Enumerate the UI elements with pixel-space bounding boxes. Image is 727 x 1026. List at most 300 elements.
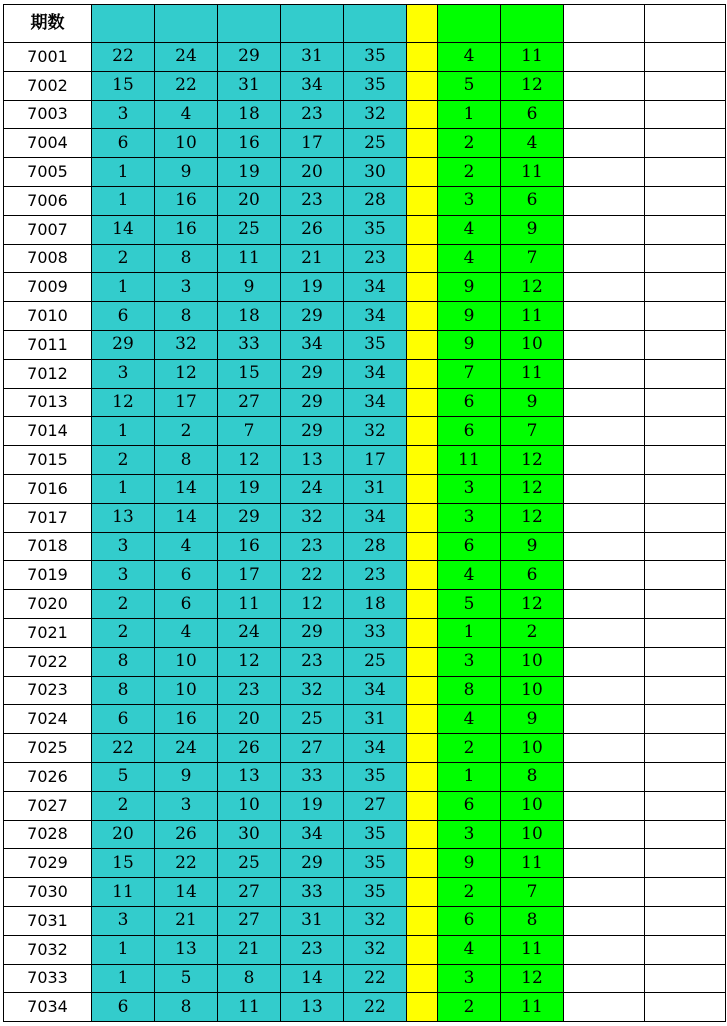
front-number-cell[interactable]: 21 [281, 244, 344, 273]
back-number-cell[interactable]: 12 [501, 474, 564, 503]
back-number-cell[interactable]: 4 [501, 129, 564, 158]
front-number-cell[interactable]: 29 [281, 388, 344, 417]
blank-cell[interactable] [564, 302, 645, 331]
front-number-cell[interactable]: 26 [155, 820, 218, 849]
blank-cell[interactable] [645, 129, 726, 158]
blank-cell[interactable] [645, 590, 726, 619]
back-header-cell-2[interactable] [501, 5, 564, 43]
front-header-cell-2[interactable] [155, 5, 218, 43]
blank-cell[interactable] [564, 532, 645, 561]
blank-cell[interactable] [645, 417, 726, 446]
separator-cell[interactable] [407, 474, 438, 503]
period-cell[interactable]: 7012 [4, 359, 92, 388]
front-number-cell[interactable]: 25 [344, 129, 407, 158]
blank-cell[interactable] [564, 359, 645, 388]
front-number-cell[interactable]: 13 [155, 935, 218, 964]
back-number-cell[interactable]: 1 [438, 762, 501, 791]
back-number-cell[interactable]: 10 [501, 791, 564, 820]
back-number-cell[interactable]: 6 [501, 100, 564, 129]
back-number-cell[interactable]: 12 [501, 964, 564, 993]
separator-cell[interactable] [407, 820, 438, 849]
front-number-cell[interactable]: 33 [281, 878, 344, 907]
front-number-cell[interactable]: 27 [218, 388, 281, 417]
front-number-cell[interactable]: 29 [281, 417, 344, 446]
back-number-cell[interactable]: 2 [501, 618, 564, 647]
front-number-cell[interactable]: 34 [344, 359, 407, 388]
blank-cell[interactable] [645, 215, 726, 244]
blank-cell[interactable] [564, 129, 645, 158]
back-number-cell[interactable]: 8 [501, 906, 564, 935]
front-number-cell[interactable]: 17 [218, 561, 281, 590]
separator-header-cell[interactable] [407, 5, 438, 43]
blank-cell[interactable] [564, 647, 645, 676]
blank-cell[interactable] [645, 359, 726, 388]
blank-cell[interactable] [645, 734, 726, 763]
back-number-cell[interactable]: 12 [501, 446, 564, 475]
front-number-cell[interactable]: 23 [281, 532, 344, 561]
front-number-cell[interactable]: 29 [218, 43, 281, 72]
front-number-cell[interactable]: 33 [344, 618, 407, 647]
blank-cell[interactable] [645, 43, 726, 72]
front-number-cell[interactable]: 12 [218, 446, 281, 475]
period-cell[interactable]: 7018 [4, 532, 92, 561]
back-number-cell[interactable]: 1 [438, 100, 501, 129]
back-number-cell[interactable]: 11 [501, 158, 564, 187]
front-number-cell[interactable]: 7 [218, 417, 281, 446]
back-number-cell[interactable]: 4 [438, 561, 501, 590]
front-number-cell[interactable]: 22 [92, 43, 155, 72]
front-number-cell[interactable]: 14 [155, 878, 218, 907]
separator-cell[interactable] [407, 762, 438, 791]
period-cell[interactable]: 7003 [4, 100, 92, 129]
back-number-cell[interactable]: 9 [438, 273, 501, 302]
blank-cell[interactable] [645, 935, 726, 964]
period-cell[interactable]: 7006 [4, 186, 92, 215]
separator-cell[interactable] [407, 849, 438, 878]
front-number-cell[interactable]: 27 [218, 906, 281, 935]
period-cell[interactable]: 7004 [4, 129, 92, 158]
blank-cell[interactable] [645, 503, 726, 532]
blank-cell[interactable] [564, 993, 645, 1022]
back-number-cell[interactable]: 10 [501, 676, 564, 705]
period-cell[interactable]: 7034 [4, 993, 92, 1022]
front-number-cell[interactable]: 28 [344, 186, 407, 215]
front-number-cell[interactable]: 6 [92, 129, 155, 158]
blank-cell[interactable] [645, 791, 726, 820]
back-number-cell[interactable]: 5 [438, 590, 501, 619]
separator-cell[interactable] [407, 503, 438, 532]
front-number-cell[interactable]: 26 [218, 734, 281, 763]
blank-cell[interactable] [645, 849, 726, 878]
front-number-cell[interactable]: 34 [344, 503, 407, 532]
front-number-cell[interactable]: 26 [281, 215, 344, 244]
period-cell[interactable]: 7031 [4, 906, 92, 935]
blank-cell[interactable] [645, 446, 726, 475]
front-number-cell[interactable]: 32 [344, 100, 407, 129]
back-number-cell[interactable]: 6 [438, 791, 501, 820]
blank-cell[interactable] [645, 158, 726, 187]
front-number-cell[interactable]: 3 [92, 906, 155, 935]
front-number-cell[interactable]: 20 [281, 158, 344, 187]
back-number-cell[interactable]: 11 [438, 446, 501, 475]
front-number-cell[interactable]: 6 [92, 705, 155, 734]
period-header-cell[interactable]: 期数 [4, 5, 92, 43]
back-number-cell[interactable]: 9 [501, 705, 564, 734]
blank-cell[interactable] [564, 705, 645, 734]
blank-cell[interactable] [564, 964, 645, 993]
front-number-cell[interactable]: 13 [92, 503, 155, 532]
front-number-cell[interactable]: 24 [155, 734, 218, 763]
blank-cell[interactable] [564, 330, 645, 359]
blank-cell[interactable] [564, 446, 645, 475]
front-number-cell[interactable]: 35 [344, 330, 407, 359]
front-number-cell[interactable]: 16 [218, 129, 281, 158]
blank-cell[interactable] [564, 618, 645, 647]
back-number-cell[interactable]: 3 [438, 503, 501, 532]
front-number-cell[interactable]: 8 [92, 647, 155, 676]
front-number-cell[interactable]: 32 [155, 330, 218, 359]
front-number-cell[interactable]: 14 [281, 964, 344, 993]
blank-cell[interactable] [564, 417, 645, 446]
front-number-cell[interactable]: 34 [344, 734, 407, 763]
separator-cell[interactable] [407, 993, 438, 1022]
front-number-cell[interactable]: 15 [92, 849, 155, 878]
blank-header-cell-2[interactable] [645, 5, 726, 43]
back-number-cell[interactable]: 10 [501, 734, 564, 763]
back-number-cell[interactable]: 11 [501, 935, 564, 964]
period-cell[interactable]: 7021 [4, 618, 92, 647]
front-number-cell[interactable]: 2 [155, 417, 218, 446]
front-number-cell[interactable]: 34 [344, 676, 407, 705]
front-number-cell[interactable]: 23 [281, 935, 344, 964]
front-number-cell[interactable]: 9 [155, 762, 218, 791]
blank-cell[interactable] [645, 993, 726, 1022]
front-number-cell[interactable]: 20 [92, 820, 155, 849]
blank-cell[interactable] [564, 734, 645, 763]
separator-cell[interactable] [407, 618, 438, 647]
blank-cell[interactable] [645, 906, 726, 935]
front-number-cell[interactable]: 31 [344, 705, 407, 734]
front-number-cell[interactable]: 10 [155, 647, 218, 676]
separator-cell[interactable] [407, 734, 438, 763]
blank-cell[interactable] [645, 244, 726, 273]
back-number-cell[interactable]: 11 [501, 849, 564, 878]
front-number-cell[interactable]: 29 [281, 302, 344, 331]
blank-cell[interactable] [645, 647, 726, 676]
front-number-cell[interactable]: 11 [218, 590, 281, 619]
front-number-cell[interactable]: 10 [155, 129, 218, 158]
front-number-cell[interactable]: 9 [155, 158, 218, 187]
front-number-cell[interactable]: 13 [281, 993, 344, 1022]
blank-cell[interactable] [564, 849, 645, 878]
front-number-cell[interactable]: 6 [92, 302, 155, 331]
front-number-cell[interactable]: 4 [155, 532, 218, 561]
separator-cell[interactable] [407, 330, 438, 359]
blank-cell[interactable] [564, 43, 645, 72]
front-number-cell[interactable]: 27 [218, 878, 281, 907]
separator-cell[interactable] [407, 791, 438, 820]
period-cell[interactable]: 7032 [4, 935, 92, 964]
separator-cell[interactable] [407, 906, 438, 935]
period-cell[interactable]: 7023 [4, 676, 92, 705]
front-number-cell[interactable]: 23 [281, 186, 344, 215]
front-number-cell[interactable]: 15 [92, 71, 155, 100]
period-cell[interactable]: 7024 [4, 705, 92, 734]
back-number-cell[interactable]: 9 [438, 849, 501, 878]
blank-cell[interactable] [564, 791, 645, 820]
blank-cell[interactable] [564, 676, 645, 705]
back-number-cell[interactable]: 3 [438, 186, 501, 215]
blank-cell[interactable] [645, 186, 726, 215]
front-number-cell[interactable]: 10 [155, 676, 218, 705]
separator-cell[interactable] [407, 100, 438, 129]
blank-cell[interactable] [645, 561, 726, 590]
separator-cell[interactable] [407, 273, 438, 302]
front-number-cell[interactable]: 11 [218, 244, 281, 273]
front-number-cell[interactable]: 24 [218, 618, 281, 647]
front-number-cell[interactable]: 29 [281, 618, 344, 647]
period-cell[interactable]: 7002 [4, 71, 92, 100]
front-number-cell[interactable]: 25 [218, 215, 281, 244]
blank-cell[interactable] [645, 100, 726, 129]
blank-cell[interactable] [564, 186, 645, 215]
back-number-cell[interactable]: 10 [501, 820, 564, 849]
period-cell[interactable]: 7019 [4, 561, 92, 590]
front-number-cell[interactable]: 14 [92, 215, 155, 244]
front-number-cell[interactable]: 18 [218, 100, 281, 129]
separator-cell[interactable] [407, 417, 438, 446]
front-number-cell[interactable]: 23 [344, 561, 407, 590]
blank-cell[interactable] [645, 676, 726, 705]
back-number-cell[interactable]: 12 [501, 503, 564, 532]
front-number-cell[interactable]: 19 [281, 273, 344, 302]
front-number-cell[interactable]: 12 [218, 647, 281, 676]
back-number-cell[interactable]: 11 [501, 43, 564, 72]
front-number-cell[interactable]: 8 [155, 446, 218, 475]
front-number-cell[interactable]: 22 [344, 964, 407, 993]
front-number-cell[interactable]: 22 [92, 734, 155, 763]
period-cell[interactable]: 7030 [4, 878, 92, 907]
back-number-cell[interactable]: 12 [501, 273, 564, 302]
front-number-cell[interactable]: 34 [344, 273, 407, 302]
front-number-cell[interactable]: 33 [218, 330, 281, 359]
back-number-cell[interactable]: 9 [501, 388, 564, 417]
front-number-cell[interactable]: 13 [281, 446, 344, 475]
blank-cell[interactable] [564, 561, 645, 590]
separator-cell[interactable] [407, 590, 438, 619]
front-number-cell[interactable]: 21 [218, 935, 281, 964]
front-number-cell[interactable]: 11 [218, 993, 281, 1022]
front-number-cell[interactable]: 8 [218, 964, 281, 993]
front-number-cell[interactable]: 8 [92, 676, 155, 705]
back-header-cell-1[interactable] [438, 5, 501, 43]
front-number-cell[interactable]: 17 [344, 446, 407, 475]
period-cell[interactable]: 7007 [4, 215, 92, 244]
period-cell[interactable]: 7026 [4, 762, 92, 791]
period-cell[interactable]: 7028 [4, 820, 92, 849]
separator-cell[interactable] [407, 561, 438, 590]
front-number-cell[interactable]: 1 [92, 474, 155, 503]
blank-cell[interactable] [564, 388, 645, 417]
front-number-cell[interactable]: 29 [281, 359, 344, 388]
separator-cell[interactable] [407, 359, 438, 388]
period-cell[interactable]: 7008 [4, 244, 92, 273]
back-number-cell[interactable]: 11 [501, 993, 564, 1022]
front-number-cell[interactable]: 4 [155, 618, 218, 647]
blank-cell[interactable] [564, 215, 645, 244]
back-number-cell[interactable]: 6 [438, 906, 501, 935]
front-number-cell[interactable]: 2 [92, 791, 155, 820]
period-cell[interactable]: 7011 [4, 330, 92, 359]
separator-cell[interactable] [407, 964, 438, 993]
separator-cell[interactable] [407, 43, 438, 72]
front-number-cell[interactable]: 35 [344, 849, 407, 878]
period-cell[interactable]: 7020 [4, 590, 92, 619]
back-number-cell[interactable]: 6 [501, 561, 564, 590]
front-number-cell[interactable]: 17 [155, 388, 218, 417]
front-number-cell[interactable]: 21 [155, 906, 218, 935]
separator-cell[interactable] [407, 446, 438, 475]
back-number-cell[interactable]: 4 [438, 705, 501, 734]
front-header-cell-5[interactable] [344, 5, 407, 43]
front-number-cell[interactable]: 32 [281, 503, 344, 532]
blank-cell[interactable] [645, 705, 726, 734]
back-number-cell[interactable]: 4 [438, 215, 501, 244]
separator-cell[interactable] [407, 244, 438, 273]
front-number-cell[interactable]: 5 [92, 762, 155, 791]
front-header-cell-1[interactable] [92, 5, 155, 43]
front-number-cell[interactable]: 32 [344, 935, 407, 964]
front-number-cell[interactable]: 4 [155, 100, 218, 129]
front-number-cell[interactable]: 14 [155, 474, 218, 503]
back-number-cell[interactable]: 7 [501, 417, 564, 446]
front-number-cell[interactable]: 1 [92, 158, 155, 187]
front-number-cell[interactable]: 19 [281, 791, 344, 820]
back-number-cell[interactable]: 3 [438, 474, 501, 503]
front-number-cell[interactable]: 17 [281, 129, 344, 158]
front-number-cell[interactable]: 3 [92, 532, 155, 561]
front-number-cell[interactable]: 8 [155, 244, 218, 273]
back-number-cell[interactable]: 7 [501, 878, 564, 907]
period-cell[interactable]: 7025 [4, 734, 92, 763]
front-number-cell[interactable]: 3 [92, 100, 155, 129]
back-number-cell[interactable]: 10 [501, 330, 564, 359]
blank-cell[interactable] [564, 503, 645, 532]
blank-cell[interactable] [564, 158, 645, 187]
separator-cell[interactable] [407, 705, 438, 734]
front-number-cell[interactable]: 19 [218, 474, 281, 503]
back-number-cell[interactable]: 6 [501, 186, 564, 215]
back-number-cell[interactable]: 9 [501, 532, 564, 561]
front-number-cell[interactable]: 1 [92, 964, 155, 993]
front-number-cell[interactable]: 6 [155, 561, 218, 590]
front-number-cell[interactable]: 34 [281, 330, 344, 359]
blank-cell[interactable] [645, 273, 726, 302]
period-cell[interactable]: 7017 [4, 503, 92, 532]
back-number-cell[interactable]: 3 [438, 964, 501, 993]
front-number-cell[interactable]: 25 [344, 647, 407, 676]
front-number-cell[interactable]: 3 [92, 561, 155, 590]
back-number-cell[interactable]: 4 [438, 244, 501, 273]
blank-cell[interactable] [645, 71, 726, 100]
back-number-cell[interactable]: 12 [501, 590, 564, 619]
back-number-cell[interactable]: 3 [438, 820, 501, 849]
blank-cell[interactable] [645, 532, 726, 561]
front-number-cell[interactable]: 23 [344, 244, 407, 273]
period-cell[interactable]: 7027 [4, 791, 92, 820]
front-number-cell[interactable]: 18 [344, 590, 407, 619]
front-number-cell[interactable]: 15 [218, 359, 281, 388]
front-number-cell[interactable]: 13 [218, 762, 281, 791]
front-number-cell[interactable]: 23 [281, 647, 344, 676]
front-number-cell[interactable]: 22 [344, 993, 407, 1022]
front-header-cell-3[interactable] [218, 5, 281, 43]
front-number-cell[interactable]: 34 [281, 820, 344, 849]
front-number-cell[interactable]: 31 [218, 71, 281, 100]
period-cell[interactable]: 7033 [4, 964, 92, 993]
front-number-cell[interactable]: 31 [344, 474, 407, 503]
back-number-cell[interactable]: 9 [501, 215, 564, 244]
back-number-cell[interactable]: 3 [438, 647, 501, 676]
front-number-cell[interactable]: 1 [92, 417, 155, 446]
back-number-cell[interactable]: 4 [438, 43, 501, 72]
back-number-cell[interactable]: 8 [438, 676, 501, 705]
front-number-cell[interactable]: 35 [344, 820, 407, 849]
period-cell[interactable]: 7014 [4, 417, 92, 446]
front-number-cell[interactable]: 12 [155, 359, 218, 388]
front-number-cell[interactable]: 27 [281, 734, 344, 763]
back-number-cell[interactable]: 10 [501, 647, 564, 676]
front-number-cell[interactable]: 20 [218, 705, 281, 734]
period-cell[interactable]: 7022 [4, 647, 92, 676]
blank-cell[interactable] [645, 878, 726, 907]
back-number-cell[interactable]: 11 [501, 359, 564, 388]
separator-cell[interactable] [407, 215, 438, 244]
front-number-cell[interactable]: 23 [218, 676, 281, 705]
front-number-cell[interactable]: 24 [281, 474, 344, 503]
front-number-cell[interactable]: 32 [344, 417, 407, 446]
front-number-cell[interactable]: 35 [344, 762, 407, 791]
front-number-cell[interactable]: 10 [218, 791, 281, 820]
separator-cell[interactable] [407, 302, 438, 331]
blank-cell[interactable] [645, 618, 726, 647]
blank-cell[interactable] [645, 474, 726, 503]
front-number-cell[interactable]: 30 [344, 158, 407, 187]
front-number-cell[interactable]: 8 [155, 993, 218, 1022]
blank-cell[interactable] [564, 878, 645, 907]
front-number-cell[interactable]: 18 [218, 302, 281, 331]
front-number-cell[interactable]: 19 [218, 158, 281, 187]
front-number-cell[interactable]: 34 [344, 302, 407, 331]
period-cell[interactable]: 7005 [4, 158, 92, 187]
blank-cell[interactable] [564, 71, 645, 100]
blank-header-cell-1[interactable] [564, 5, 645, 43]
separator-cell[interactable] [407, 388, 438, 417]
front-number-cell[interactable]: 5 [155, 964, 218, 993]
separator-cell[interactable] [407, 71, 438, 100]
back-number-cell[interactable]: 2 [438, 993, 501, 1022]
front-number-cell[interactable]: 29 [281, 849, 344, 878]
separator-cell[interactable] [407, 186, 438, 215]
back-number-cell[interactable]: 6 [438, 388, 501, 417]
separator-cell[interactable] [407, 532, 438, 561]
front-number-cell[interactable]: 22 [155, 849, 218, 878]
blank-cell[interactable] [564, 762, 645, 791]
front-number-cell[interactable]: 28 [344, 532, 407, 561]
blank-cell[interactable] [564, 244, 645, 273]
period-cell[interactable]: 7013 [4, 388, 92, 417]
front-number-cell[interactable]: 35 [344, 878, 407, 907]
